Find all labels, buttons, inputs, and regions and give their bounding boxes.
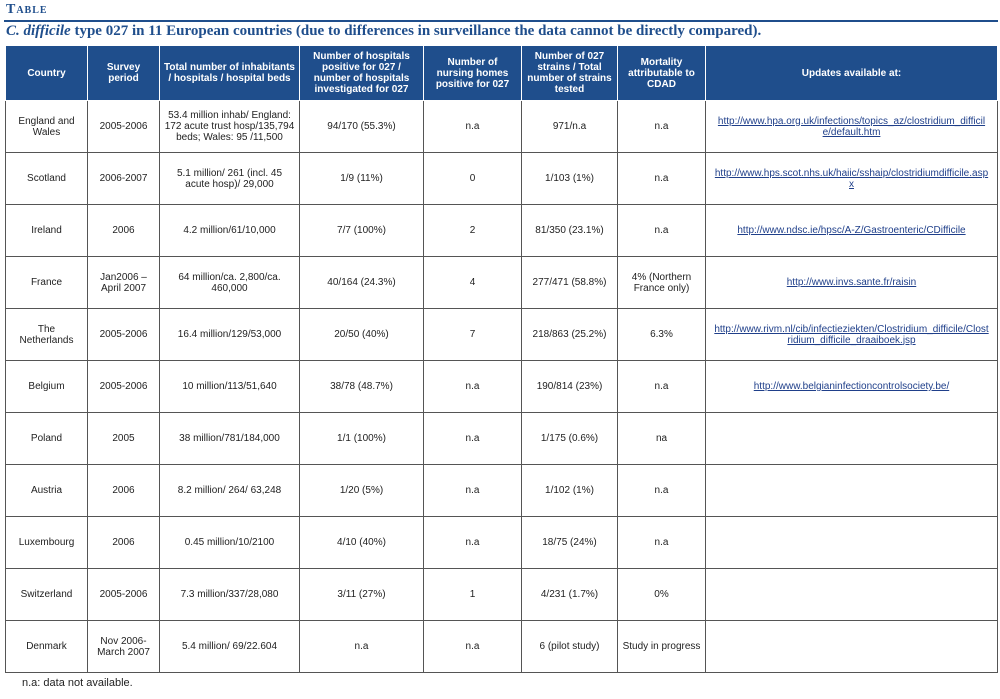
cell-hospitals-positive: n.a bbox=[300, 621, 424, 673]
cell-nursing-homes: n.a bbox=[424, 413, 522, 465]
cell-update-link bbox=[706, 465, 998, 517]
cell-update-link[interactable]: http://www.ndsc.ie/hpsc/A-Z/Gastroenteric/CDifficile bbox=[706, 205, 998, 257]
table-row bbox=[6, 465, 998, 517]
header-hospitals-positive: Number of hospitals positive for 027 / number of hospitals investigated for 027 bbox=[300, 46, 424, 101]
table-label-bar bbox=[4, 0, 998, 22]
table-label: Table bbox=[6, 2, 48, 17]
cell-strains: 6 (pilot study) bbox=[522, 621, 618, 673]
cell-strains: 4/231 (1.7%) bbox=[522, 569, 618, 621]
cell-country: Ireland bbox=[6, 205, 88, 257]
table-row bbox=[6, 205, 998, 257]
cell-hospitals-positive: 38/78 (48.7%) bbox=[300, 361, 424, 413]
header-nursing-homes: Number of nursing homes positive for 027 bbox=[424, 46, 522, 101]
cell-nursing-homes: n.a bbox=[424, 621, 522, 673]
data-table bbox=[5, 45, 998, 673]
cell-inhabitants: 5.1 million/ 261 (incl. 45 acute hosp)/ 29,000 bbox=[160, 153, 300, 205]
cell-nursing-homes: n.a bbox=[424, 517, 522, 569]
cell-mortality: na bbox=[618, 413, 706, 465]
cell-strains: 971/n.a bbox=[522, 101, 618, 153]
table-title bbox=[6, 23, 761, 40]
cell-country: The Netherlands bbox=[6, 309, 88, 361]
cell-nursing-homes: 1 bbox=[424, 569, 522, 621]
header-updates: Updates available at: bbox=[706, 46, 998, 101]
footnote: n.a: data not available. bbox=[22, 677, 133, 689]
cell-survey-period: 2005-2006 bbox=[88, 361, 160, 413]
cell-country: France bbox=[6, 257, 88, 309]
cell-mortality: 0% bbox=[618, 569, 706, 621]
cell-hospitals-positive: 20/50 (40%) bbox=[300, 309, 424, 361]
table-row bbox=[6, 413, 998, 465]
cell-hospitals-positive: 7/7 (100%) bbox=[300, 205, 424, 257]
header-strains: Number of 027 strains / Total number of strains tested bbox=[522, 46, 618, 101]
cell-update-link[interactable]: http://www.belgianinfectioncontrolsociety.be/ bbox=[706, 361, 998, 413]
cell-hospitals-positive: 94/170 (55.3%) bbox=[300, 101, 424, 153]
cell-strains: 1/175 (0.6%) bbox=[522, 413, 618, 465]
cell-survey-period: 2006-2007 bbox=[88, 153, 160, 205]
header-inhabitants: Total number of inhabitants / hospitals / hospital beds bbox=[160, 46, 300, 101]
table-row bbox=[6, 309, 998, 361]
cell-strains: 277/471 (58.8%) bbox=[522, 257, 618, 309]
cell-update-link[interactable]: http://www.rivm.nl/cib/infectieziekten/Clostridium_difficile/Clostridium_difficile_draaiboek.jsp bbox=[706, 309, 998, 361]
table-row bbox=[6, 569, 998, 621]
header-mortality: Mortality attributable to CDAD bbox=[618, 46, 706, 101]
cell-update-link[interactable]: http://www.invs.sante.fr/raisin bbox=[706, 257, 998, 309]
cell-nursing-homes: 0 bbox=[424, 153, 522, 205]
cell-hospitals-positive: 40/164 (24.3%) bbox=[300, 257, 424, 309]
cell-survey-period: 2005-2006 bbox=[88, 101, 160, 153]
cell-nursing-homes: n.a bbox=[424, 101, 522, 153]
table-row bbox=[6, 101, 998, 153]
cell-inhabitants: 0.45 million/10/2100 bbox=[160, 517, 300, 569]
header-row bbox=[6, 46, 998, 101]
cell-survey-period: Nov 2006- March 2007 bbox=[88, 621, 160, 673]
cell-survey-period: 2005 bbox=[88, 413, 160, 465]
cell-inhabitants: 7.3 million/337/28,080 bbox=[160, 569, 300, 621]
cell-country: Belgium bbox=[6, 361, 88, 413]
cell-hospitals-positive: 3/11 (27%) bbox=[300, 569, 424, 621]
cell-update-link bbox=[706, 413, 998, 465]
cell-update-link bbox=[706, 569, 998, 621]
title-organism: C. difficile bbox=[6, 23, 71, 39]
cell-survey-period: 2005-2006 bbox=[88, 569, 160, 621]
table-row bbox=[6, 153, 998, 205]
cell-strains: 218/863 (25.2%) bbox=[522, 309, 618, 361]
cell-country: Luxembourg bbox=[6, 517, 88, 569]
cell-survey-period: 2005-2006 bbox=[88, 309, 160, 361]
cell-inhabitants: 4.2 million/61/10,000 bbox=[160, 205, 300, 257]
cell-inhabitants: 5.4 million/ 69/22.604 bbox=[160, 621, 300, 673]
cell-mortality: Study in progress bbox=[618, 621, 706, 673]
cell-mortality: n.a bbox=[618, 205, 706, 257]
cell-nursing-homes: 7 bbox=[424, 309, 522, 361]
cell-strains: 81/350 (23.1%) bbox=[522, 205, 618, 257]
cell-country: Denmark bbox=[6, 621, 88, 673]
cell-country: Scotland bbox=[6, 153, 88, 205]
cell-inhabitants: 64 million/ca. 2,800/ca. 460,000 bbox=[160, 257, 300, 309]
cell-inhabitants: 10 million/113/51,640 bbox=[160, 361, 300, 413]
cell-survey-period: 2006 bbox=[88, 465, 160, 517]
cell-survey-period: 2006 bbox=[88, 517, 160, 569]
cell-mortality: n.a bbox=[618, 465, 706, 517]
cell-nursing-homes: n.a bbox=[424, 361, 522, 413]
cell-hospitals-positive: 4/10 (40%) bbox=[300, 517, 424, 569]
cell-hospitals-positive: 1/20 (5%) bbox=[300, 465, 424, 517]
cell-nursing-homes: 4 bbox=[424, 257, 522, 309]
title-text: type 027 in 11 European countries (due to differences in surveillance the data cannot be directly compared). bbox=[70, 23, 762, 39]
cell-nursing-homes: 2 bbox=[424, 205, 522, 257]
cell-update-link[interactable]: http://www.hpa.org.uk/infections/topics_az/clostridium_difficile/default.htm bbox=[706, 101, 998, 153]
cell-mortality: 4% (Northern France only) bbox=[618, 257, 706, 309]
cell-hospitals-positive: 1/9 (11%) bbox=[300, 153, 424, 205]
cell-inhabitants: 8.2 million/ 264/ 63,248 bbox=[160, 465, 300, 517]
cell-strains: 190/814 (23%) bbox=[522, 361, 618, 413]
header-survey-period: Survey period bbox=[88, 46, 160, 101]
cell-nursing-homes: n.a bbox=[424, 465, 522, 517]
cell-strains: 1/102 (1%) bbox=[522, 465, 618, 517]
cell-survey-period: Jan2006 – April 2007 bbox=[88, 257, 160, 309]
cell-update-link[interactable]: http://www.hps.scot.nhs.uk/haiic/sshaip/clostridiumdifficile.aspx bbox=[706, 153, 998, 205]
cell-strains: 18/75 (24%) bbox=[522, 517, 618, 569]
cell-inhabitants: 38 million/781/184,000 bbox=[160, 413, 300, 465]
cell-inhabitants: 16.4 million/129/53,000 bbox=[160, 309, 300, 361]
table-row bbox=[6, 361, 998, 413]
table-row bbox=[6, 257, 998, 309]
table-row bbox=[6, 621, 998, 673]
cell-update-link bbox=[706, 517, 998, 569]
cell-survey-period: 2006 bbox=[88, 205, 160, 257]
cell-strains: 1/103 (1%) bbox=[522, 153, 618, 205]
table-row bbox=[6, 517, 998, 569]
cell-update-link bbox=[706, 621, 998, 673]
cell-country: Austria bbox=[6, 465, 88, 517]
cell-hospitals-positive: 1/1 (100%) bbox=[300, 413, 424, 465]
cell-mortality: n.a bbox=[618, 361, 706, 413]
cell-mortality: n.a bbox=[618, 101, 706, 153]
cell-country: England and Wales bbox=[6, 101, 88, 153]
cell-mortality: 6.3% bbox=[618, 309, 706, 361]
header-country: Country bbox=[6, 46, 88, 101]
cell-mortality: n.a bbox=[618, 153, 706, 205]
cell-country: Poland bbox=[6, 413, 88, 465]
cell-mortality: n.a bbox=[618, 517, 706, 569]
cell-country: Switzerland bbox=[6, 569, 88, 621]
cell-inhabitants: 53.4 million inhab/ England: 172 acute trust hosp/135,794 beds; Wales: 95 /11,500 bbox=[160, 101, 300, 153]
